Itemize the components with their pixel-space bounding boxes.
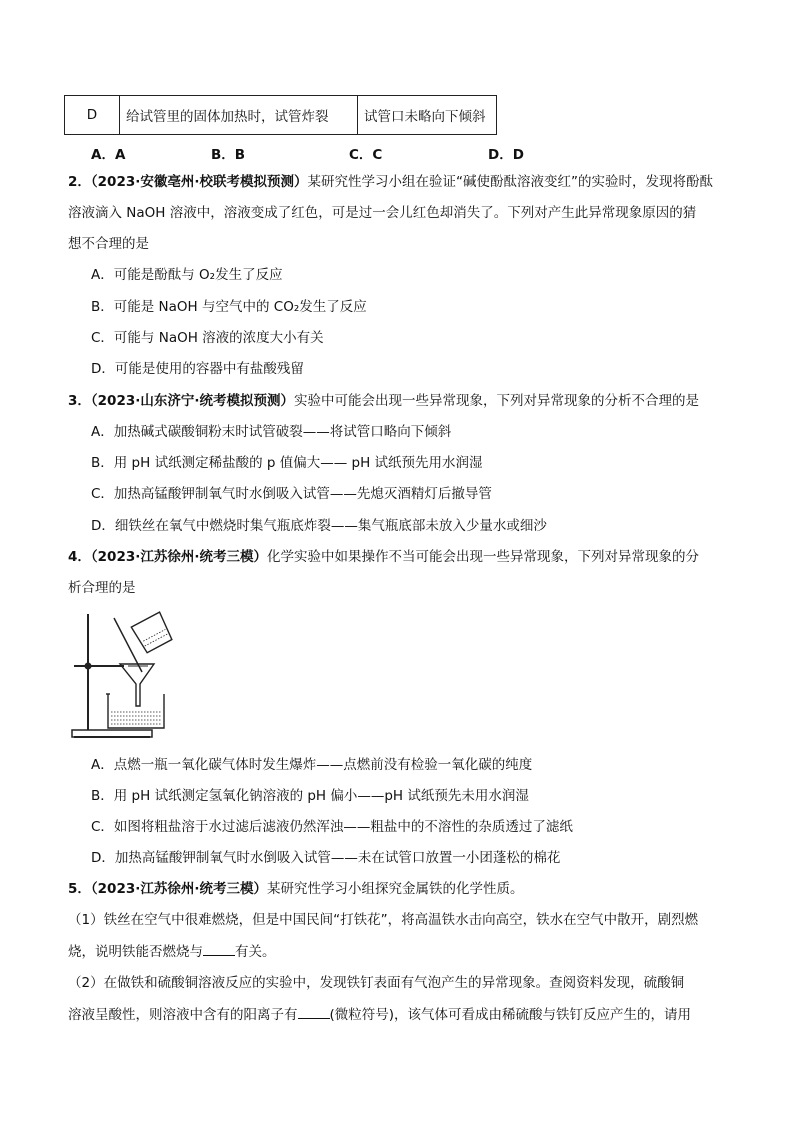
funnel [120, 664, 154, 706]
q2-text1: 某研究性学习小组在验证“碱使酚酞溶液变红”的实验时，发现将酚酞 [307, 174, 713, 190]
q2-option-c: C．可能与 NaOH 溶液的浓度大小有关 [91, 330, 324, 346]
q2-option-b: B．可能是 NaOH 与空气中的 CO₂发生了反应 [91, 299, 367, 315]
q2-number: 2． [68, 174, 91, 190]
q4-text1: 化学实验中如果操作不当可能会出现一些异常现象，下列对异常现象的分 [267, 549, 699, 565]
q3-line1 [68, 391, 699, 411]
answer-table-row [64, 95, 497, 135]
q2-line3: 想不合理的是 [68, 236, 149, 252]
q5-part2-text-b: (微粒符号)，该气体可看成由稀硫酸与铁钉反应产生的，请用 [329, 1007, 692, 1023]
filtrate-liquid [111, 712, 161, 724]
table-cell-letter: D [65, 96, 120, 135]
q5-part1-line1: （1）铁丝在空气中很难燃烧，但是中国民间“打铁花”，将高温铁水击向高空，铁水在空气中散开，剧烈燃 [68, 912, 699, 928]
q3-text1: 实验中可能会出现一些异常现象，下列对异常现象的分析不合理的是 [294, 393, 699, 409]
pouring-beaker [131, 612, 173, 654]
q2-line2: 溶液滴入 NaOH 溶液中，溶液变成了红色，可是过一会儿红色却消失了。下列对产生此异常现象原因的猜 [68, 205, 697, 221]
q3-option-b: B．用 pH 试纸测定稀盐酸的 p 值偏大—— pH 试纸预先用水润湿 [91, 455, 483, 471]
q2-option-a: A．可能是酚酞与 O₂发生了反应 [91, 267, 283, 283]
q4-option-c: C．如图将粗盐溶于水过滤后滤液仍然浑浊——粗盐中的不溶性的杂质透过了滤纸 [91, 819, 573, 835]
q1-option-a: A．A [91, 147, 126, 163]
q5-line1 [68, 879, 524, 899]
q4-number: 4． [68, 549, 91, 565]
q1-options [91, 143, 531, 163]
q5-part2-line2 [68, 1004, 691, 1025]
stand-base [72, 730, 152, 737]
q1-option-d: D．D [488, 147, 524, 163]
q4-line1 [68, 547, 699, 567]
q5-part1-text-a: 烧，说明铁能否燃烧与 [68, 944, 203, 960]
table-cell-phenomenon: 给试管里的固体加热时，试管炸裂 [120, 96, 358, 135]
q5-part1-line2 [68, 941, 276, 962]
q5-source: （2023·江苏徐州·统考三模） [90, 881, 267, 897]
answer-blank-1[interactable] [203, 941, 235, 956]
q4-option-d: D．加热高锰酸钾制氧气时水倒吸入试管——未在试管口放置一小团蓬松的棉花 [91, 850, 561, 866]
q3-option-d: D．细铁丝在氧气中燃烧时集气瓶底炸裂——集气瓶底部未放入少量水或细沙 [91, 518, 547, 534]
q4-line2: 析合理的是 [68, 580, 136, 596]
q5-part2-text-a: 溶液呈酸性，则溶液中含有的阳离子有 [68, 1007, 298, 1023]
q1-option-b: B．B [211, 147, 246, 163]
q3-number: 3． [68, 393, 91, 409]
answer-blank-2[interactable] [298, 1004, 330, 1019]
q3-source: （2023·山东济宁·统考模拟预测） [90, 393, 294, 409]
table-row [65, 96, 497, 135]
q2-source: （2023·安徽亳州·校联考模拟预测） [90, 174, 308, 190]
q2-line1 [68, 172, 713, 192]
clamp-knob [85, 663, 92, 670]
q2-option-d: D．可能是使用的容器中有盐酸残留 [91, 361, 304, 377]
q4-source: （2023·江苏徐州·统考三模） [90, 549, 267, 565]
filtration-apparatus-figure [68, 610, 178, 742]
q5-number: 5． [68, 881, 91, 897]
q5-text1: 某研究性学习小组探究金属铁的化学性质。 [267, 881, 524, 897]
q3-option-a: A．加热碱式碳酸铜粉末时试管破裂——将试管口略向下倾斜 [91, 424, 452, 440]
q1-option-c: C．C [349, 147, 383, 163]
q4-option-b: B．用 pH 试纸测定氢氧化钠溶液的 pH 偏小——pH 试纸预先未用水润湿 [91, 788, 529, 804]
table-cell-reason: 试管口未略向下倾斜 [358, 96, 497, 135]
q5-part2-line1: （2）在做铁和硫酸铜溶液反应的实验中，发现铁钉表面有气泡产生的异常现象。查阅资料发现，硫酸铜 [68, 975, 685, 991]
q5-part1-text-b: 有关。 [235, 944, 276, 960]
q3-option-c: C．加热高锰酸钾制氧气时水倒吸入试管——先熄灭酒精灯后撤导管 [91, 486, 492, 502]
q4-option-a: A．点燃一瓶一氧化碳气体时发生爆炸——点燃前没有检验一氧化碳的纯度 [91, 757, 533, 773]
